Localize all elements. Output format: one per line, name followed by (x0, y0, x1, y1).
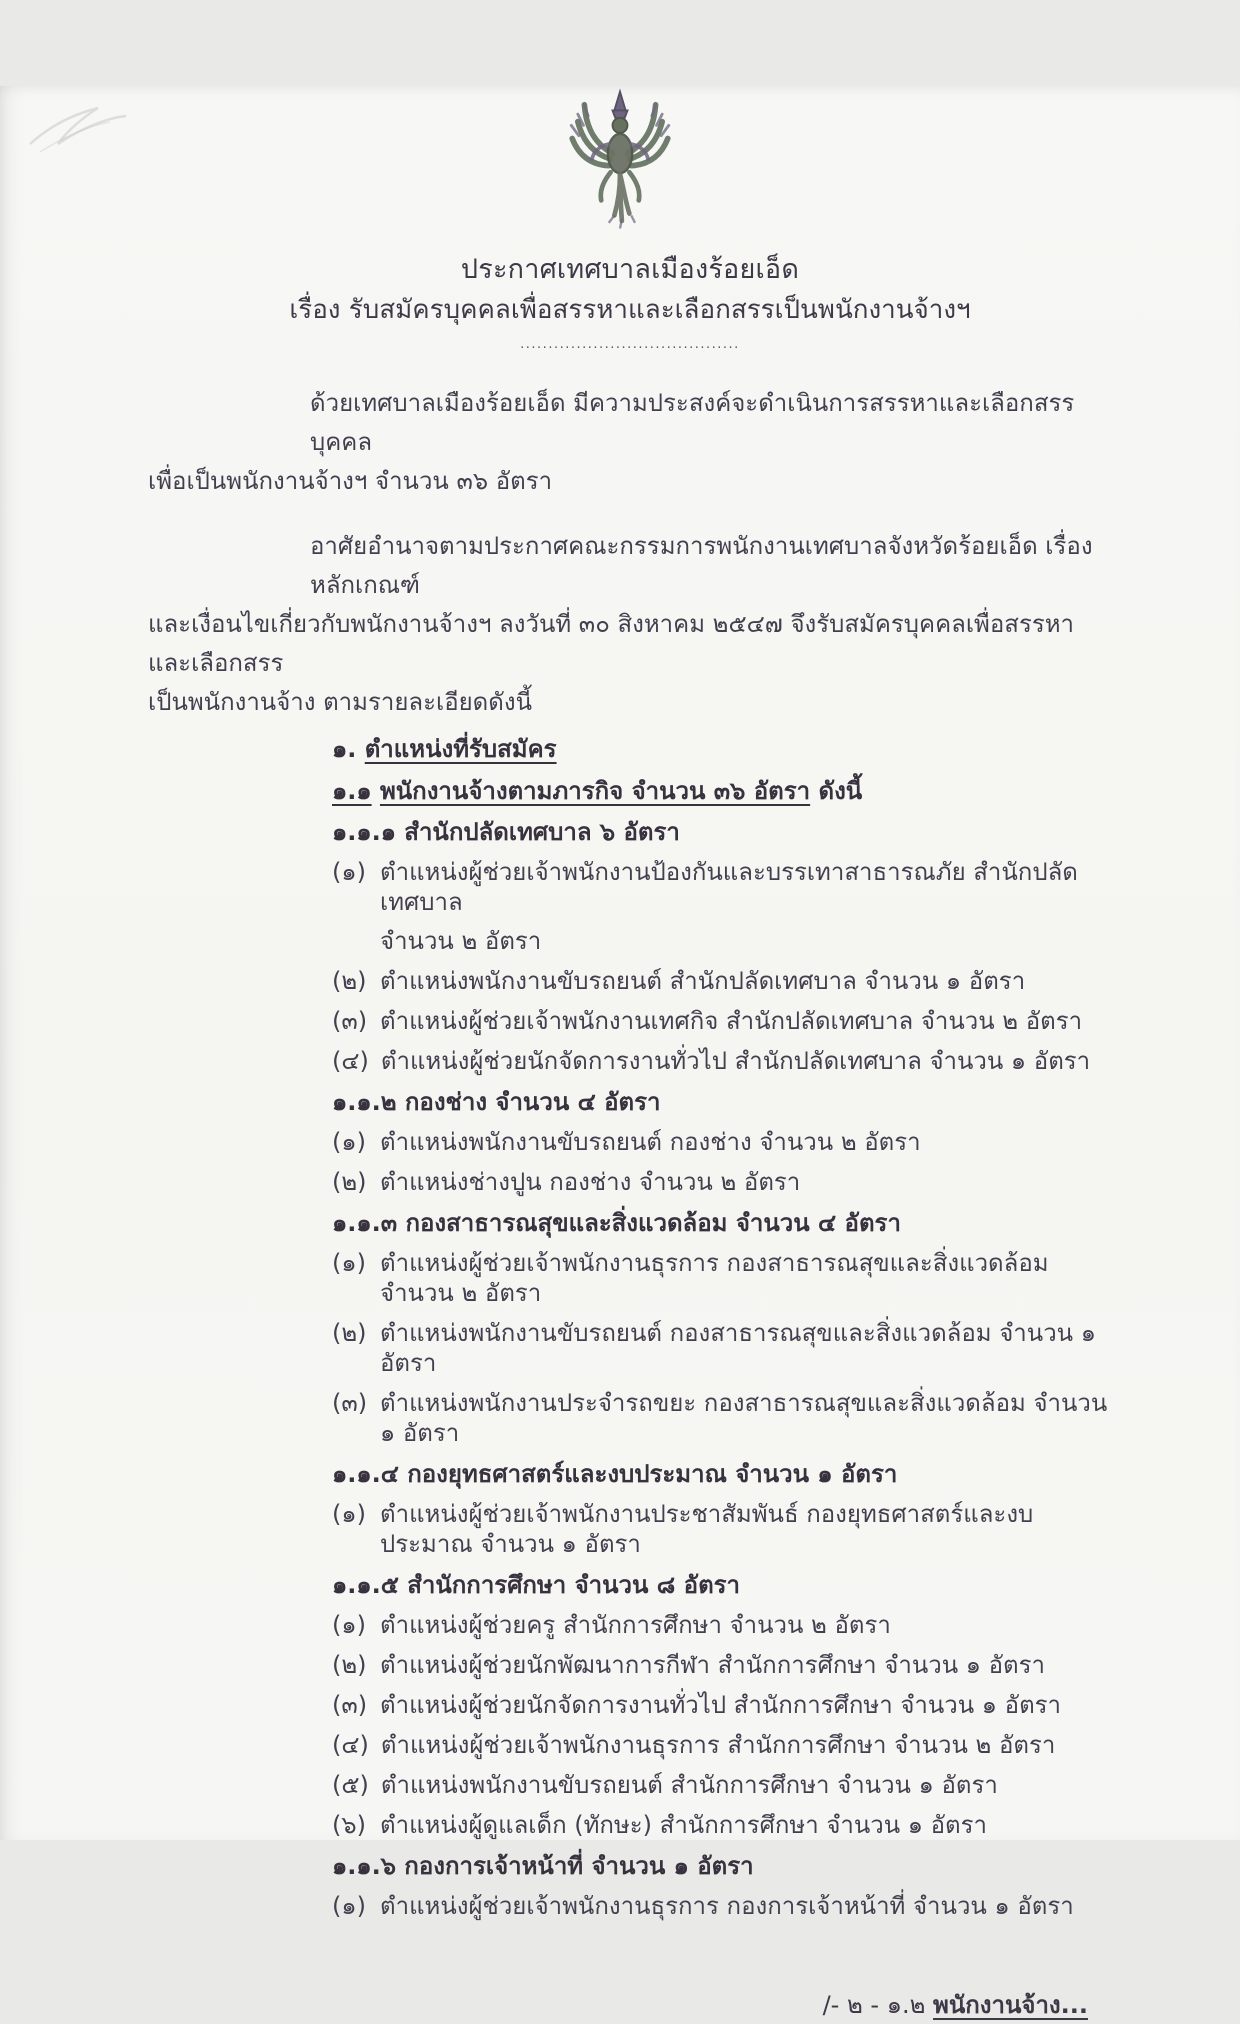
item-text: ตำแหน่งพนักงานขับรถยนต์ สำนักการศึกษา จำนวน ๑ อัตรา (380, 1771, 998, 1799)
group-number: ๑.๑.๓ (332, 1209, 398, 1237)
position-item (332, 966, 1112, 996)
position-item (332, 1318, 1112, 1378)
group-heading (332, 817, 1112, 847)
position-item (332, 1690, 1112, 1720)
section-title: ตำแหน่งที่รับสมัคร (364, 735, 557, 763)
position-item (332, 1499, 1112, 1559)
item-number: (๕) (332, 1771, 369, 1799)
position-item (332, 1127, 1112, 1157)
item-text: ตำแหน่งผู้ช่วยเจ้าพนักงานป้องกันและบรรเทาสาธารณภัย สำนักปลัดเทศบาล (380, 858, 1078, 916)
item-number: (๒) (332, 967, 367, 995)
position-item (332, 1167, 1112, 1197)
item-text: ตำแหน่งผู้ช่วยเจ้าพนักงานเทศกิจ สำนักปลัดเทศบาล จำนวน ๒ อัตรา (380, 1007, 1083, 1035)
group-title: กองสาธารณสุขและสิ่งแวดล้อม จำนวน ๔ อัตรา (405, 1209, 901, 1237)
paragraph-line: และเงื่อนไขเกี่ยวกับพนักงานจ้างฯ ลงวันที่ ๓๐ สิงหาคม ๒๕๔๗ จึงรับสมัครบุคคลเพื่อสรรหาและเลือกสรร (148, 610, 1075, 677)
position-item (332, 857, 1112, 917)
position-item (332, 1388, 1112, 1448)
paragraph-line: ด้วยเทศบาลเมืองร้อยเอ็ด มีความประสงค์จะดำเนินการสรรหาและเลือกสรรบุคคล (310, 389, 1075, 456)
item-text: ตำแหน่งผู้ช่วยนักพัฒนาการกีฬา สำนักการศึกษา จำนวน ๑ อัตรา (380, 1651, 1045, 1679)
item-number: (๓) (332, 1691, 368, 1719)
item-number: (๑) (332, 858, 366, 886)
group-title: สำนักปลัดเทศบาล ๖ อัตรา (404, 818, 680, 846)
item-number: (๖) (332, 1811, 366, 1839)
group-title: กองยุทธศาสตร์และงบประมาณ จำนวน ๑ อัตรา (407, 1460, 898, 1488)
document-subject: เรื่อง รับสมัครบุคคลเพื่อสรรหาและเลือกสรรเป็นพนักงานจ้างฯ (289, 295, 971, 325)
item-number: (๒) (332, 1168, 367, 1196)
position-item (332, 1730, 1112, 1760)
group-heading (332, 1208, 1112, 1238)
item-number: (๑) (332, 1249, 366, 1277)
scanned-document-page (0, 86, 1240, 2019)
garuda-emblem (545, 86, 695, 240)
item-text: ตำแหน่งผู้ช่วยเจ้าพนักงานธุรการ สำนักการศึกษา จำนวน ๒ อัตรา (380, 1731, 1056, 1759)
position-item (332, 1770, 1112, 1800)
subsection-number: ๑.๑ (332, 777, 372, 805)
section-number: ๑. (332, 735, 357, 763)
group-title: สำนักการศึกษา จำนวน ๘ อัตรา (407, 1571, 741, 1599)
position-item (332, 1810, 1112, 1840)
subsection-title: พนักงานจ้างตามภารกิจ จำนวน ๓๖ อัตรา (379, 777, 811, 805)
item-text: ตำแหน่งผู้ช่วยเจ้าพนักงานธุรการ กองสาธารณสุขและสิ่งแวดล้อม จำนวน ๒ อัตรา (380, 1249, 1049, 1307)
group-heading (332, 1087, 1112, 1117)
positions-list (148, 734, 1112, 1921)
position-item (332, 1248, 1112, 1308)
item-text: ตำแหน่งผู้ช่วยนักจัดการงานทั่วไป สำนักปลัดเทศบาล จำนวน ๑ อัตรา (380, 1047, 1091, 1075)
position-item-continuation: จำนวน ๒ อัตรา (380, 927, 542, 955)
position-item (332, 1650, 1112, 1680)
group-heading (332, 1570, 1112, 1600)
item-text: ตำแหน่งผู้ช่วยเจ้าพนักงานธุรการ กองการเจ้าหน้าที่ จำนวน ๑ อัตรา (380, 1892, 1074, 1920)
group-number: ๑.๑.๑ (332, 818, 396, 846)
group-number: ๑.๑.๖ (332, 1852, 396, 1880)
item-number: (๓) (332, 1007, 368, 1035)
item-text: ตำแหน่งช่างปูน กองช่าง จำนวน ๒ อัตรา (380, 1168, 801, 1196)
group-heading (332, 1851, 1112, 1881)
item-text: ตำแหน่งพนักงานขับรถยนต์ กองช่าง จำนวน ๒ อัตรา (380, 1128, 921, 1156)
item-text: ตำแหน่งพนักงานขับรถยนต์ สำนักปลัดเทศบาล จำนวน ๑ อัตรา (380, 967, 1026, 995)
garuda-icon (545, 86, 695, 236)
subsection-suffix: ดังนี้ (818, 777, 863, 805)
intro-paragraph-1 (148, 384, 1112, 501)
intro-paragraph-2 (148, 527, 1112, 722)
group-number: ๑.๑.๔ (332, 1460, 399, 1488)
item-text: ตำแหน่งผู้ช่วยเจ้าพนักงานประชาสัมพันธ์ กองยุทธศาสตร์และงบประมาณ จำนวน ๑ อัตรา (380, 1500, 1034, 1558)
section-1-heading (332, 734, 1112, 764)
continuation-reference: พนักงานจ้าง... (933, 1991, 1088, 2019)
group-heading (332, 1459, 1112, 1489)
document-title: ประกาศเทศบาลเมืองร้อยเอ็ด (460, 254, 800, 285)
item-text: ตำแหน่งผู้ดูแลเด็ก (ทักษะ) สำนักการศึกษา จำนวน ๑ อัตรา (380, 1811, 988, 1839)
item-text: ตำแหน่งผู้ช่วยนักจัดการงานทั่วไป สำนักการศึกษา จำนวน ๑ อัตรา (380, 1691, 1062, 1719)
continuation-prefix: /- ๒ - ๑.๒ (822, 1991, 934, 2019)
group-title: กองช่าง จำนวน ๔ อัตรา (404, 1088, 661, 1116)
item-text: ตำแหน่งผู้ช่วยครู สำนักการศึกษา จำนวน ๒ อัตรา (380, 1611, 891, 1639)
group-title: กองการเจ้าหน้าที่ จำนวน ๑ อัตรา (404, 1852, 754, 1880)
item-number: (๔) (332, 1731, 369, 1759)
group-number: ๑.๑.๕ (332, 1571, 399, 1599)
item-number: (๔) (332, 1047, 369, 1075)
paragraph-line: เป็นพนักงานจ้าง ตามรายละเอียดดังนี้ (148, 688, 532, 716)
item-number: (๒) (332, 1319, 367, 1347)
item-number: (๑) (332, 1500, 366, 1528)
item-number: (๑) (332, 1128, 366, 1156)
item-number: (๒) (332, 1651, 367, 1679)
dotted-divider: ....................................... (520, 337, 740, 352)
paragraph-line: อาศัยอำนาจตามประกาศคณะกรรมการพนักงานเทศบาลจังหวัดร้อยเอ็ด เรื่อง หลักเกณฑ์ (310, 532, 1093, 599)
position-item (332, 1610, 1112, 1640)
paragraph-line: เพื่อเป็นพนักงานจ้างฯ จำนวน ๓๖ อัตรา (148, 467, 553, 495)
position-item (332, 1046, 1112, 1076)
position-item (332, 1891, 1112, 1921)
item-text: ตำแหน่งพนักงานขับรถยนต์ กองสาธารณสุขและสิ่งแวดล้อม จำนวน ๑ อัตรา (380, 1319, 1096, 1377)
group-number: ๑.๑.๒ (332, 1088, 397, 1116)
section-1-1-heading (332, 776, 1112, 806)
page-continuation-note (148, 1985, 1112, 2024)
item-number: (๑) (332, 1892, 366, 1920)
item-number: (๑) (332, 1611, 366, 1639)
scan-smudge-mark (22, 92, 162, 162)
item-number: (๓) (332, 1389, 368, 1417)
item-text: ตำแหน่งพนักงานประจำรถขยะ กองสาธารณสุขและสิ่งแวดล้อม จำนวน ๑ อัตรา (380, 1389, 1108, 1447)
position-item (332, 1006, 1112, 1036)
